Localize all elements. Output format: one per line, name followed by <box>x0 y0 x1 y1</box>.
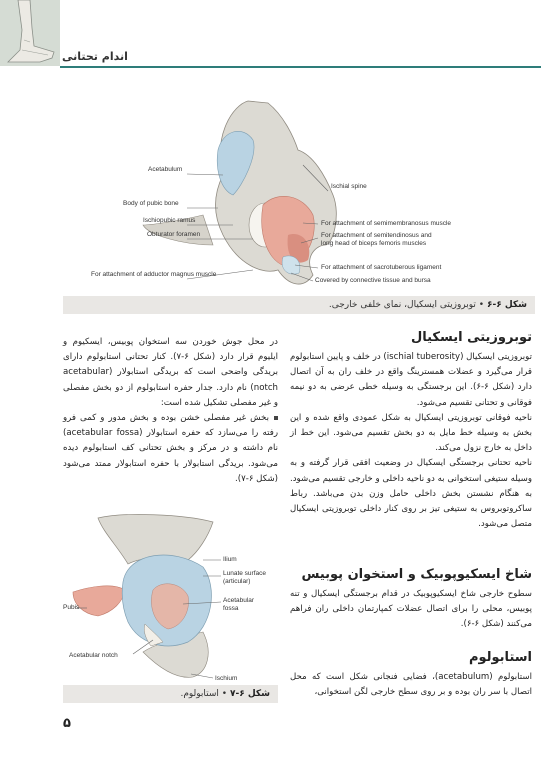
bullet-text: بخش غیر مفصلی خشن بوده و بخش مدور و کمی فرو رفته را می‌سازد که حفره استابولار (acetabular fossa) نام داشته و در مرکز و بخش تحتانی کف استابولوم دیده می‌شود. بریدگی استابولار با حفره استابولار ممتد می‌شود (شکل ۶-۷). <box>63 413 278 484</box>
paragraph-ischial-1: توبروزیتی ایسکیال (ischial tuberosity) در خلف و پایین استابولوم قرار می‌گیرد و عضلات همسترینگ واقع در خلف ران به آن اتصال دارد (شکل ۶-۶). این برجستگی به وسیله خطی عرضی به دو نیمه فوقانی و تحتانی تقسیم می‌شود. <box>290 352 532 408</box>
label-acetabular-fossa-2: fossa <box>223 605 239 612</box>
figure-6-text: • توبروزیتی ایسکیال، نمای خلفی خارجی. <box>328 300 485 310</box>
label-acetabulum: Acetabulum <box>148 166 183 173</box>
heading-ischial-tuberosity: توبروزیتی ایسکیال <box>410 330 532 345</box>
figure-acetabulum <box>63 512 278 685</box>
label-lunate-surface: Lunate surface <box>223 570 267 577</box>
label-adductor-magnus: For attachment of adductor magnus muscle <box>91 271 217 278</box>
heading-acetabulum: استابولوم <box>468 650 532 665</box>
label-acetabular-fossa: Acetabular <box>223 597 255 604</box>
foot-skeleton-image <box>0 0 60 66</box>
label-sacrotuberous: For attachment of sacrotuberous ligament <box>321 264 442 271</box>
page-number: ۵ <box>63 716 71 731</box>
label-biceps-femoris: long head of biceps femoris muscles <box>321 240 427 247</box>
label-ischial-spine: Ischial spine <box>331 183 367 190</box>
bullet-marker <box>274 416 278 420</box>
header-rule <box>60 66 541 68</box>
figure-7-number: شکل ۶-۷ <box>229 689 270 699</box>
heading-ischiopubic-ramus: شاخ ایسکیوپوبیک و استخوان پوبیس <box>301 567 532 582</box>
label-semimembranosus: For attachment of semimembranosus muscle <box>321 220 452 227</box>
paragraph-acetabulum-continued: در محل جوش خوردن سه استخوان پوبیس، ایسکیوم و ایلیوم قرار دارد (شکل ۶-۷). کنار تحتانی استابولوم دارای بریدگی واضحی است که بریدگی استابولار (acetabular notch) نام دارد. جدار حفره استابولوم از دو بخش مفصلی و غیر مفصلی تشکیل شده است: <box>63 337 278 408</box>
label-body-of-pubic-bone: Body of pubic bone <box>123 200 179 207</box>
chapter-title: اندام تحتانی <box>62 50 128 63</box>
paragraph-ischial-2: ناحیه فوقانی توبروزیتی ایسکیال به شکل عمودی واقع شده و این بخش به وسیله خط مایل به دو بخش تقسیم می‌شود. این خط از داخل به خارج نزول می‌کند. <box>290 412 532 454</box>
figure-7-text: • استابولوم. <box>180 689 228 699</box>
left-column-text <box>63 335 278 487</box>
label-ilium: Ilium <box>223 556 237 563</box>
right-column-text-1 <box>290 350 532 532</box>
figure-6-caption <box>63 296 535 314</box>
label-acetabular-notch: Acetabular notch <box>69 652 118 659</box>
label-connective-tissue-bursa: Covered by connective tissue and bursa <box>315 277 431 284</box>
paragraph-acetabulum: استابولوم (acetabulum)، فضایی فنجانی شکل است که محل اتصال با سر ران بوده و بر روی سطح خارجی لگن استخوانی، <box>290 672 532 698</box>
paragraph-ischial-3: ناحیه تحتانی برجستگی ایسکیال در وضعیت افقی قرار گرفته و به وسیله ستیغی استخوانی به دو ناحیه داخلی و خارجی تقسیم می‌شود. به هنگام نشستن بخش داخلی حامل وزن بدن می‌باشد. رباط ساکروتوبروس به ستیغی تیز بر روی کنار داخلی توبروزیتی ایسکیال متصل می‌شود. <box>290 458 532 530</box>
figure-7-caption <box>63 685 278 703</box>
label-pubis: Pubis <box>63 604 80 611</box>
bullet-item-nonarticular <box>63 411 278 487</box>
figure-ischial-tuberosity <box>63 95 535 295</box>
paragraph-ischiopubic: سطوح خارجی شاخ ایسکیوپوبیک در قدام برجستگی ایسکیال و تنه پوبیس، محلی را برای اتصال عضلات کمپارتمان داخلی ران فراهم می‌کنند (شکل ۶-۶). <box>290 589 532 630</box>
label-obturator-foramen: Obturator foramen <box>147 231 201 238</box>
label-ischiopubic-ramus: Ischiopubic ramus <box>143 217 196 224</box>
label-ischium: Ischium <box>215 675 238 682</box>
label-semitendinosus: For attachment of semitendinosus and <box>321 232 432 239</box>
ischial-tuberosity-illustration <box>63 95 535 295</box>
figure-6-number: شکل ۶-۶ <box>486 300 527 310</box>
label-lunate-articular: (articular) <box>223 578 251 585</box>
